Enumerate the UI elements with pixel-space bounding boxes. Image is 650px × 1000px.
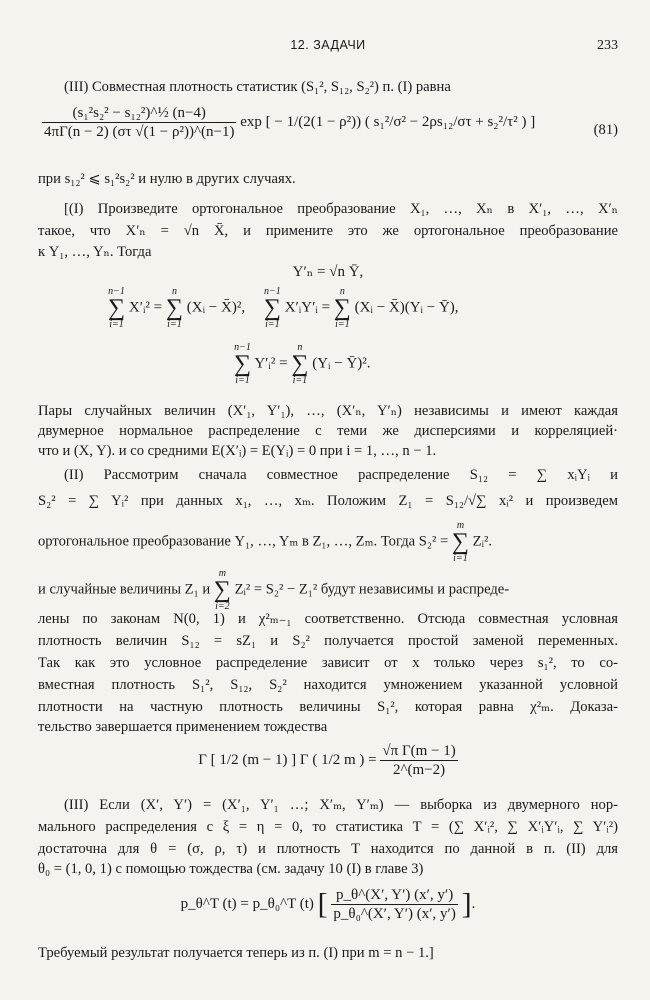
text-line: достаточна для θ = (σ, ρ, τ) и плотность T находится по данной в п. (II) для <box>38 841 618 857</box>
denominator: 4πΓ(n − 2) (στ √(1 − ρ²))^(n−1) <box>44 124 235 140</box>
text-line: тельство завершается применением тождества <box>38 719 328 735</box>
display-math: Y′ₙ = √n Ȳ, <box>292 264 364 280</box>
text-line: (III) Совместная плотность статистик (S₁², S₁₂, S₂²) п. (I) равна <box>64 79 451 95</box>
text-line: Требуемый результат получается теперь из п. (I) при m = n − 1.] <box>38 945 434 961</box>
text-line: двумерное нормальное распределение с теми же дисперсиями и корреляцией· <box>38 423 618 439</box>
fraction: $\frac{\text{√π Γ(m − 1)}}{2\^{}(m-2)}$ <box>382 743 456 778</box>
text-line: и случайные величины Z₁ и m ∑ i=2 Zᵢ² = S₂² − Z₁² будут независимы и распреде- <box>38 568 510 612</box>
text-line: [(I) Произведите ортогональное преобразование X₁, …, Xₙ в X′₁, …, X′ₙ <box>64 201 618 217</box>
sum-symbol: n ∑ i=1 <box>291 342 309 386</box>
text-line: Пары случайных величин (X′₁, Y′₁), …, (X′ₙ, Y′ₙ) независимы и имеют каждая <box>38 403 618 419</box>
text-line: при s₁₂² ⩽ s₁²s₂² и нулю в других случаях. <box>38 171 296 187</box>
text-line: Так как это условное распределение зависит от x только через s₁², то со- <box>38 655 618 671</box>
exp-term: exp [ − 1/(2(1 − ρ²)) ( s₁²/σ² − 2ρs₁₂/στ + s₂²/τ² ) ] <box>240 113 536 130</box>
sum-symbol: n−1 ∑ i=1 <box>108 286 126 330</box>
text-line: (II) Рассмотрим сначала совместное распределение S₁₂ = ∑ xᵢYᵢ и <box>64 467 618 483</box>
text-line: (III) Если (X′, Y′) = (X′₁, Y′₁ …; X′ₘ, Y′ₘ) — выборка из двумерного нор- <box>64 797 618 813</box>
display-math-density: p_θ^T (t) = p_θ₀^T (t) [ $\frac{p\_\theta\^{}(X', Y') (x', y')}{\text{p\_θ₀\textasciicircum{}(X′, Y′) (x′, y′)}}$ ]. <box>180 887 476 922</box>
display-math-sums: n−1 ∑ i=1 Y′ᵢ² = n ∑ i=1 (Yᵢ − Ȳ)². <box>234 342 371 386</box>
sum-symbol: n−1 ∑ i=1 <box>234 342 252 386</box>
text-line: к Y₁, …, Yₙ. Тогда <box>38 244 152 260</box>
running-header <box>38 38 618 56</box>
text-line: S₂² = ∑ Yᵢ² при данных x₁, …, xₘ. Положим Z₁ = S₁₂/√∑ xᵢ² и произведем <box>38 493 618 509</box>
text-line: плотность величин S₁₂ = sZ₁ и S₂² получается простой заменой переменных. <box>38 633 618 649</box>
book-page <box>38 0 618 1000</box>
text-line: θ₀ = (1, 0, 1) с помощью тождества (см. задачу 10 (I) в главе 3) <box>38 861 424 877</box>
sum-symbol: m ∑ i=1 <box>451 520 469 564</box>
display-math-sums: n−1 ∑ i=1 X′ᵢ² = n ∑ i=1 (Xᵢ − X̄)², n−1 ∑ i=1 X′ᵢY′ᵢ = n ∑ i=1 (Xᵢ − X̄)(Yᵢ − Ȳ), <box>108 286 459 330</box>
text-line: вместная плотность S₁², S₁₂, S₂² находится умножением указанной условной <box>38 677 618 693</box>
equation-number: (81) <box>593 122 618 138</box>
sum-symbol: n ∑ i=1 <box>165 286 183 330</box>
display-math-gamma: Γ [ 1/2 (m − 1) ] Γ ( 1/2 m ) = $\frac{\text{√π Γ(m − 1)}}{2\^{}(m-2)}$ <box>198 743 456 778</box>
text-line: лены по законам N(0, 1) и χ²ₘ₋₁ соответственно. Отсюда совместная условная <box>38 611 618 627</box>
text-line: такое, что X′ₙ = √n X̄, и примените это же ортогональное преобразование <box>38 223 618 239</box>
text-line: плотности на частную плотность величины S₁², которая равна χ²ₘ. Доказа- <box>38 699 618 715</box>
numerator: (s₁²s₂² − s₁₂²)^½ (n−4) <box>72 105 206 121</box>
sum-symbol: m ∑ i=2 <box>213 568 231 612</box>
chapter-title: 12. ЗАДАЧИ <box>290 38 366 52</box>
fraction <box>42 104 236 141</box>
text-line: ортогональное преобразование Y₁, …, Yₘ в Z₁, …, Zₘ. Тогда S₂² = m ∑ i=1 Zᵢ². <box>38 520 492 564</box>
page-number: 233 <box>597 38 618 53</box>
sum-symbol: n−1 ∑ i=1 <box>263 286 281 330</box>
text-line: мального распределения с ξ = η = 0, то статистика T = (∑ X′ᵢ², ∑ X′ᵢY′ᵢ, ∑ Y′ᵢ²) <box>38 819 618 835</box>
sum-symbol: n ∑ i=1 <box>333 286 351 330</box>
equation-81 <box>42 104 535 141</box>
fraction: $\frac{p\_\theta\^{}(X', Y') (x', y')}{\text{p\_θ₀\textasciicircum{}(X′, Y′) (x′, y′)}}$ <box>333 887 456 922</box>
text-line: что и (X, Y). и со средними E(X′ᵢ) = E(Yᵢ) = 0 при i = 1, …, n − 1. <box>38 443 437 459</box>
